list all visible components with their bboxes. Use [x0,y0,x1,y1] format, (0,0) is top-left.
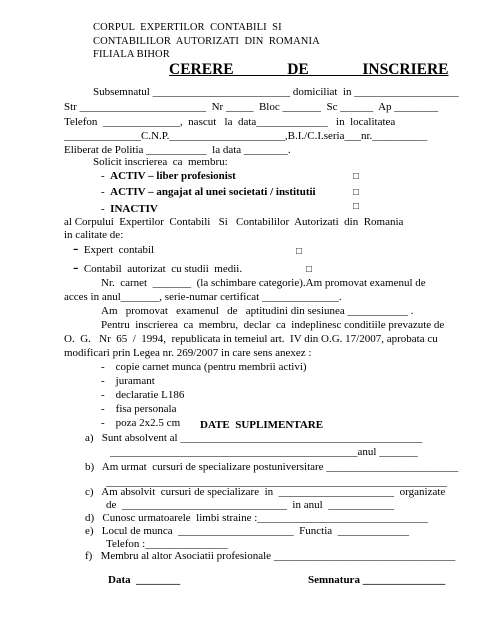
checkbox-icon[interactable]: □ [353,171,360,182]
annex-item: - copie carnet munca (pentru membrii activi) [101,361,307,373]
extra-c-line-2: de ______________________________ in anul ____________ [106,499,395,511]
checkbox-icon[interactable]: □ [306,264,313,275]
annex-label: juramant [115,375,155,387]
header-line-3: FILIALA BIHOR [93,49,170,60]
annex-label: poza 2x2.5 cm [115,417,181,429]
extra-b-line-1: b) Am urmat cursuri de specializare postuniversitare ________________________ [85,461,459,473]
option-label: ACTIV – angajat al unei societati / institutii [110,186,316,198]
carnet-line-3: Am promovat examenul de aptitudini din sesiunea ___________ . [101,305,414,317]
extra-a-line-2: _____________________________________________anul _______ [110,446,418,458]
annex-item: - declaratie L186 [101,389,185,401]
option-label: ACTIV – liber profesionist [110,170,236,182]
extra-e-line-2: Telefon :_______________ [106,538,228,550]
role-expert: - Expert contabil [73,240,155,257]
legal-line-3: modificari prin Legea nr. 269/2007 in care sens anexez : [64,347,312,359]
body-line-1: Subsemnatul _________________________ domiciliat in ___________________ [93,86,459,98]
body-line-3: Telefon ______________, nascut la data_____________ in localitatea [64,116,396,128]
checkbox-icon[interactable]: □ [353,187,360,198]
header-line-1: CORPUL EXPERTILOR CONTABILI SI [93,22,282,33]
annex-label: fisa personala [115,403,177,415]
body-line-6: Solicit inscrierea ca membru: [93,156,228,168]
body-line-4: ______________C.N.P._____________________,B.I./C.I.seria___nr.__________ [64,130,428,142]
carnet-line-1: Nr. carnet _______ (la schimbare categorie).Am promovat examenul de [101,277,426,289]
footer-date: Data ________ [108,574,181,586]
calitate-line: in calitate de: [64,229,124,241]
extra-f-line-1: f) Membru al altor Asociatii profesionale _________________________________ [85,550,456,562]
extra-c-line-1: c) Am absolvit cursuri de specializare in _____________________ organizate [85,486,446,498]
option-active-free: - ACTIV – liber profesionist [101,170,236,182]
annex-label: declaratie L186 [115,389,185,401]
legal-line-2: O. G. Nr 65 / 1994, republicata in temeiul art. IV din O.G. 17/2007, aprobata cu [64,333,438,345]
corpul-line: al Corpului Expertilor Contabili Si Contabililor Autorizati din Romania [64,216,404,228]
annex-label: copie carnet munca (pentru membrii activi) [115,361,307,373]
annex-item: - fisa personala [101,403,177,415]
header-line-2: CONTABILILOR AUTORIZATI DIN ROMANIA [93,36,320,47]
role-label: Contabil autorizat cu studii medii. [83,263,243,275]
checkbox-icon[interactable]: □ [353,201,360,212]
annex-item: - juramant [101,375,155,387]
option-active-employed: - ACTIV – angajat al unei societati / institutii [101,186,316,198]
extra-b-line-2: ______________________________________________________________ [106,476,447,488]
extra-e-line-1: e) Locul de munca _____________________ Functia _____________ [85,525,410,537]
legal-line-1: Pentru inscrierea ca membru, declar ca indeplinesc conditiile prevazute de [101,319,445,331]
page-title: CERERE DE INSCRIERE [169,61,449,78]
role-contabil: - Contabil autorizat cu studii medii. [73,259,243,276]
footer-signature: Semnatura _______________ [308,574,446,586]
section-title: DATE SUPLIMENTARE [200,419,324,431]
option-inactive: - INACTIV [101,203,158,215]
option-label: INACTIV [110,203,158,215]
checkbox-icon[interactable]: □ [296,246,303,257]
body-line-2: Str _______________________ Nr _____ Bloc _______ Sc ______ Ap ________ [64,101,439,113]
role-label: Expert contabil [83,244,155,256]
body-line-5: Eliberat de Politia ___________ la data ________. [64,144,291,156]
extra-d-line-1: d) Cunosc urmatoarele limbi straine :_______________________________ [85,512,428,524]
carnet-line-2: acces in anul_______, serie-numar certificat ______________. [64,291,342,303]
extra-a-line-1: a) Sunt absolvent al ____________________________________________ [85,432,423,444]
annex-item: - poza 2x2.5 cm [101,417,181,429]
